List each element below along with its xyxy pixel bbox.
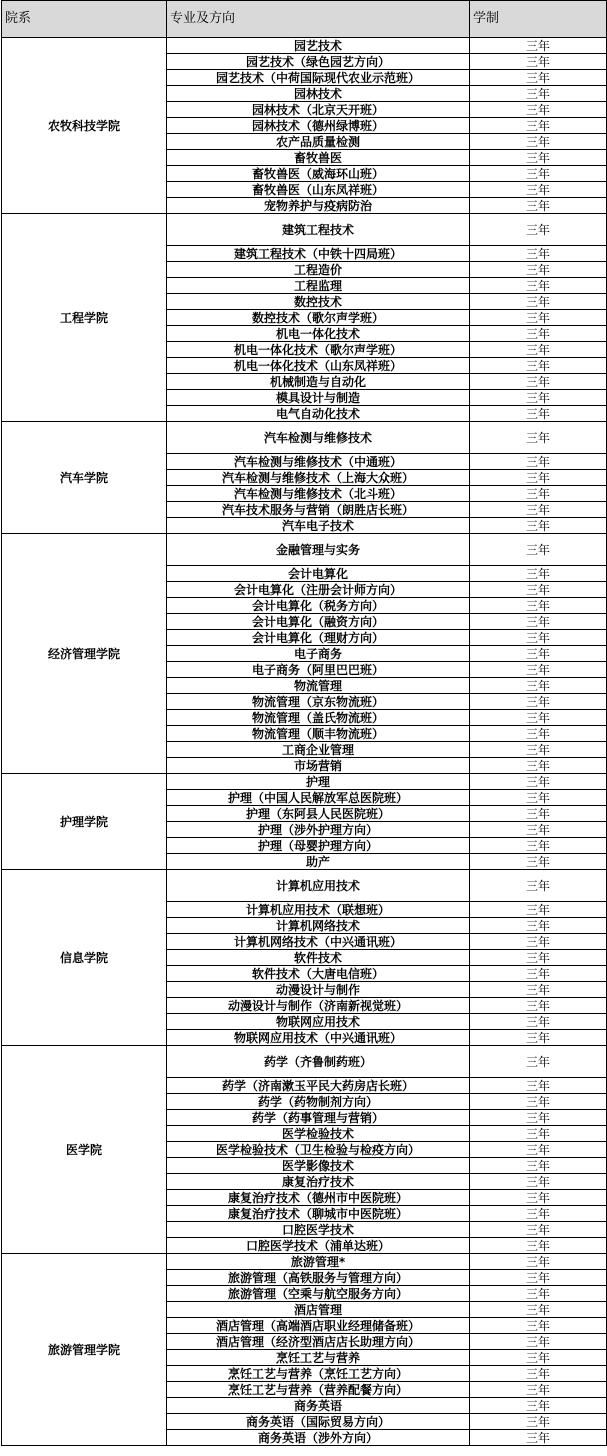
duration-cell: 三年 <box>470 134 607 150</box>
major-cell: 汽车检测与维修技术（上海大众班） <box>167 470 470 486</box>
major-cell: 模具设计与制造 <box>167 390 470 406</box>
major-cell: 会计电算化（融资方向） <box>167 614 470 630</box>
major-cell: 物联网应用技术 <box>167 1014 470 1030</box>
major-cell: 护理（东阿县人民医院班） <box>167 806 470 822</box>
duration-cell: 三年 <box>470 1158 607 1174</box>
duration-cell: 三年 <box>470 86 607 102</box>
major-cell: 医学影像技术 <box>167 1158 470 1174</box>
major-cell: 工程造价 <box>167 262 470 278</box>
major-cell: 园艺技术（中荷国际现代农业示范班） <box>167 70 470 86</box>
duration-cell: 三年 <box>470 118 607 134</box>
duration-cell: 三年 <box>470 742 607 758</box>
major-cell: 宠物养护与疫病防治 <box>167 198 470 214</box>
duration-cell: 三年 <box>470 614 607 630</box>
duration-cell: 三年 <box>470 806 607 822</box>
duration-cell: 三年 <box>470 390 607 406</box>
duration-cell: 三年 <box>470 1430 607 1446</box>
duration-cell: 三年 <box>470 1142 607 1158</box>
major-cell: 动漫设计与制作 <box>167 982 470 998</box>
department-cell: 农牧科技学院 <box>2 38 167 214</box>
duration-cell: 三年 <box>470 1350 607 1366</box>
duration-cell: 三年 <box>470 278 607 294</box>
major-cell: 护理（中国人民解放军总医院班） <box>167 790 470 806</box>
duration-cell: 三年 <box>470 1222 607 1238</box>
major-cell: 电子商务 <box>167 646 470 662</box>
department-cell: 工程学院 <box>2 214 167 422</box>
table-row <box>2 1254 607 1270</box>
table-row <box>2 534 607 566</box>
major-cell: 软件技术（大唐电信班） <box>167 966 470 982</box>
duration-cell: 三年 <box>470 630 607 646</box>
department-cell: 信息学院 <box>2 870 167 1046</box>
major-cell: 汽车检测与维修技术 <box>167 422 470 454</box>
major-cell: 药学（齐鲁制药班） <box>167 1046 470 1078</box>
duration-cell: 三年 <box>470 534 607 566</box>
department-cell: 经济管理学院 <box>2 534 167 774</box>
duration-cell: 三年 <box>470 54 607 70</box>
major-cell: 数控技术 <box>167 294 470 310</box>
duration-cell: 三年 <box>470 518 607 534</box>
major-cell: 数控技术（歌尔声学班） <box>167 310 470 326</box>
duration-cell: 三年 <box>470 1398 607 1414</box>
duration-cell: 三年 <box>470 1190 607 1206</box>
major-cell: 酒店管理（经济型酒店店长助理方向） <box>167 1334 470 1350</box>
header-department: 院系 <box>2 1 167 38</box>
major-cell: 园艺技术（绿色园艺方向） <box>167 54 470 70</box>
major-cell: 计算机网络技术（中兴通讯班） <box>167 934 470 950</box>
major-cell: 工商企业管理 <box>167 742 470 758</box>
duration-cell: 三年 <box>470 710 607 726</box>
major-cell: 园林技术（德州绿博班） <box>167 118 470 134</box>
major-cell: 计算机应用技术（联想班） <box>167 902 470 918</box>
duration-cell: 三年 <box>470 774 607 790</box>
duration-cell: 三年 <box>470 1030 607 1046</box>
major-cell: 汽车检测与维修技术（中通班） <box>167 454 470 470</box>
duration-cell: 三年 <box>470 406 607 422</box>
major-cell: 园艺技术 <box>167 38 470 54</box>
table-row <box>2 38 607 54</box>
duration-cell: 三年 <box>470 182 607 198</box>
duration-cell: 三年 <box>470 1302 607 1318</box>
duration-cell: 三年 <box>470 822 607 838</box>
major-cell: 机电一体化技术 <box>167 326 470 342</box>
duration-cell: 三年 <box>470 1046 607 1078</box>
duration-cell: 三年 <box>470 1238 607 1254</box>
major-cell: 建筑工程技术（中铁十四局班） <box>167 246 470 262</box>
major-cell: 医学检验技术（卫生检验与检疫方向） <box>167 1142 470 1158</box>
major-cell: 机电一体化技术（歌尔声学班） <box>167 342 470 358</box>
duration-cell: 三年 <box>470 662 607 678</box>
duration-cell: 三年 <box>470 1110 607 1126</box>
duration-cell: 三年 <box>470 1318 607 1334</box>
duration-cell: 三年 <box>470 1366 607 1382</box>
duration-cell: 三年 <box>470 502 607 518</box>
major-cell: 酒店管理 <box>167 1302 470 1318</box>
major-cell: 计算机网络技术 <box>167 918 470 934</box>
duration-cell: 三年 <box>470 198 607 214</box>
duration-cell: 三年 <box>470 358 607 374</box>
major-cell: 计算机应用技术 <box>167 870 470 902</box>
duration-cell: 三年 <box>470 838 607 854</box>
duration-cell: 三年 <box>470 1270 607 1286</box>
major-cell: 汽车检测与维修技术（北斗班） <box>167 486 470 502</box>
duration-cell: 三年 <box>470 678 607 694</box>
major-cell: 物流管理（盖氏物流班） <box>167 710 470 726</box>
duration-cell: 三年 <box>470 246 607 262</box>
header-row <box>2 1 607 38</box>
major-cell: 汽车技术服务与营销（朗胜店长班） <box>167 502 470 518</box>
major-cell: 康复治疗技术 <box>167 1174 470 1190</box>
duration-cell: 三年 <box>470 214 607 246</box>
duration-cell: 三年 <box>470 326 607 342</box>
duration-cell: 三年 <box>470 1414 607 1430</box>
major-cell: 药学（济南漱玉平民大药房店长班） <box>167 1078 470 1094</box>
duration-cell: 三年 <box>470 950 607 966</box>
major-cell: 康复治疗技术（德州市中医院班） <box>167 1190 470 1206</box>
duration-cell: 三年 <box>470 70 607 86</box>
duration-cell: 三年 <box>470 566 607 582</box>
duration-cell: 三年 <box>470 1174 607 1190</box>
table-row <box>2 214 607 246</box>
duration-cell: 三年 <box>470 166 607 182</box>
duration-cell: 三年 <box>470 1334 607 1350</box>
department-cell: 汽车学院 <box>2 422 167 534</box>
duration-cell: 三年 <box>470 342 607 358</box>
major-cell: 药学（药事管理与营销） <box>167 1110 470 1126</box>
major-cell: 商务英语（涉外方向） <box>167 1430 470 1446</box>
duration-cell: 三年 <box>470 1286 607 1302</box>
major-cell: 电子商务（阿里巴巴班） <box>167 662 470 678</box>
major-cell: 口腔医学技术 <box>167 1222 470 1238</box>
major-cell: 物联网应用技术（中兴通讯班） <box>167 1030 470 1046</box>
duration-cell: 三年 <box>470 1126 607 1142</box>
majors-table <box>1 0 607 1446</box>
major-cell: 商务英语 <box>167 1398 470 1414</box>
major-cell: 旅游管理（空乘与航空服务方向） <box>167 1286 470 1302</box>
major-cell: 商务英语（国际贸易方向） <box>167 1414 470 1430</box>
duration-cell: 三年 <box>470 1078 607 1094</box>
major-cell: 会计电算化（税务方向） <box>167 598 470 614</box>
major-cell: 建筑工程技术 <box>167 214 470 246</box>
table-row <box>2 1046 607 1078</box>
major-cell: 口腔医学技术（浦单达班） <box>167 1238 470 1254</box>
major-cell: 物流管理 <box>167 678 470 694</box>
duration-cell: 三年 <box>470 262 607 278</box>
duration-cell: 三年 <box>470 1206 607 1222</box>
duration-cell: 三年 <box>470 758 607 774</box>
major-cell: 工程监理 <box>167 278 470 294</box>
duration-cell: 三年 <box>470 982 607 998</box>
major-cell: 动漫设计与制作（济南新视觉班） <box>167 998 470 1014</box>
major-cell: 机电一体化技术（山东凤祥班） <box>167 358 470 374</box>
major-cell: 烹饪工艺与营养（烹饪工艺方向） <box>167 1366 470 1382</box>
major-cell: 护理 <box>167 774 470 790</box>
header-duration: 学制 <box>470 1 607 38</box>
table-body <box>2 38 607 1446</box>
table-row <box>2 870 607 902</box>
duration-cell: 三年 <box>470 294 607 310</box>
major-cell: 畜牧兽医（山东凤祥班） <box>167 182 470 198</box>
duration-cell: 三年 <box>470 470 607 486</box>
duration-cell: 三年 <box>470 310 607 326</box>
major-cell: 机械制造与自动化 <box>167 374 470 390</box>
duration-cell: 三年 <box>470 454 607 470</box>
major-cell: 会计电算化（理财方向） <box>167 630 470 646</box>
department-cell: 护理学院 <box>2 774 167 870</box>
duration-cell: 三年 <box>470 422 607 454</box>
major-cell: 金融管理与实务 <box>167 534 470 566</box>
duration-cell: 三年 <box>470 790 607 806</box>
major-cell: 畜牧兽医（威海环山班） <box>167 166 470 182</box>
duration-cell: 三年 <box>470 998 607 1014</box>
duration-cell: 三年 <box>470 902 607 918</box>
duration-cell: 三年 <box>470 1254 607 1270</box>
major-cell: 农产品质量检测 <box>167 134 470 150</box>
major-cell: 护理（涉外护理方向） <box>167 822 470 838</box>
duration-cell: 三年 <box>470 150 607 166</box>
major-cell: 会计电算化 <box>167 566 470 582</box>
major-cell: 市场营销 <box>167 758 470 774</box>
duration-cell: 三年 <box>470 102 607 118</box>
major-cell: 园林技术 <box>167 86 470 102</box>
major-cell: 汽车电子技术 <box>167 518 470 534</box>
major-cell: 烹饪工艺与营养（营养配餐方向） <box>167 1382 470 1398</box>
duration-cell: 三年 <box>470 582 607 598</box>
duration-cell: 三年 <box>470 374 607 390</box>
duration-cell: 三年 <box>470 726 607 742</box>
duration-cell: 三年 <box>470 646 607 662</box>
major-cell: 护理（母婴护理方向） <box>167 838 470 854</box>
major-cell: 烹饪工艺与营养 <box>167 1350 470 1366</box>
department-cell: 旅游管理学院 <box>2 1254 167 1446</box>
major-cell: 园林技术（北京天开班） <box>167 102 470 118</box>
duration-cell: 三年 <box>470 598 607 614</box>
duration-cell: 三年 <box>470 1014 607 1030</box>
major-cell: 旅游管理（高铁服务与管理方向） <box>167 1270 470 1286</box>
duration-cell: 三年 <box>470 918 607 934</box>
department-cell: 医学院 <box>2 1046 167 1254</box>
major-cell: 医学检验技术 <box>167 1126 470 1142</box>
major-cell: 电气自动化技术 <box>167 406 470 422</box>
duration-cell: 三年 <box>470 934 607 950</box>
major-cell: 旅游管理* <box>167 1254 470 1270</box>
table-row <box>2 774 607 790</box>
major-cell: 药学（药物制剂方向） <box>167 1094 470 1110</box>
major-cell: 助产 <box>167 854 470 870</box>
major-cell: 物流管理（顺丰物流班） <box>167 726 470 742</box>
major-cell: 会计电算化（注册会计师方向） <box>167 582 470 598</box>
major-cell: 畜牧兽医 <box>167 150 470 166</box>
duration-cell: 三年 <box>470 38 607 54</box>
duration-cell: 三年 <box>470 694 607 710</box>
duration-cell: 三年 <box>470 854 607 870</box>
duration-cell: 三年 <box>470 870 607 902</box>
major-cell: 物流管理（京东物流班） <box>167 694 470 710</box>
table-row <box>2 422 607 454</box>
duration-cell: 三年 <box>470 486 607 502</box>
major-cell: 酒店管理（高端酒店职业经理储备班） <box>167 1318 470 1334</box>
header-major: 专业及方向 <box>167 1 470 38</box>
duration-cell: 三年 <box>470 966 607 982</box>
duration-cell: 三年 <box>470 1382 607 1398</box>
major-cell: 软件技术 <box>167 950 470 966</box>
duration-cell: 三年 <box>470 1094 607 1110</box>
major-cell: 康复治疗技术（聊城市中医院班） <box>167 1206 470 1222</box>
